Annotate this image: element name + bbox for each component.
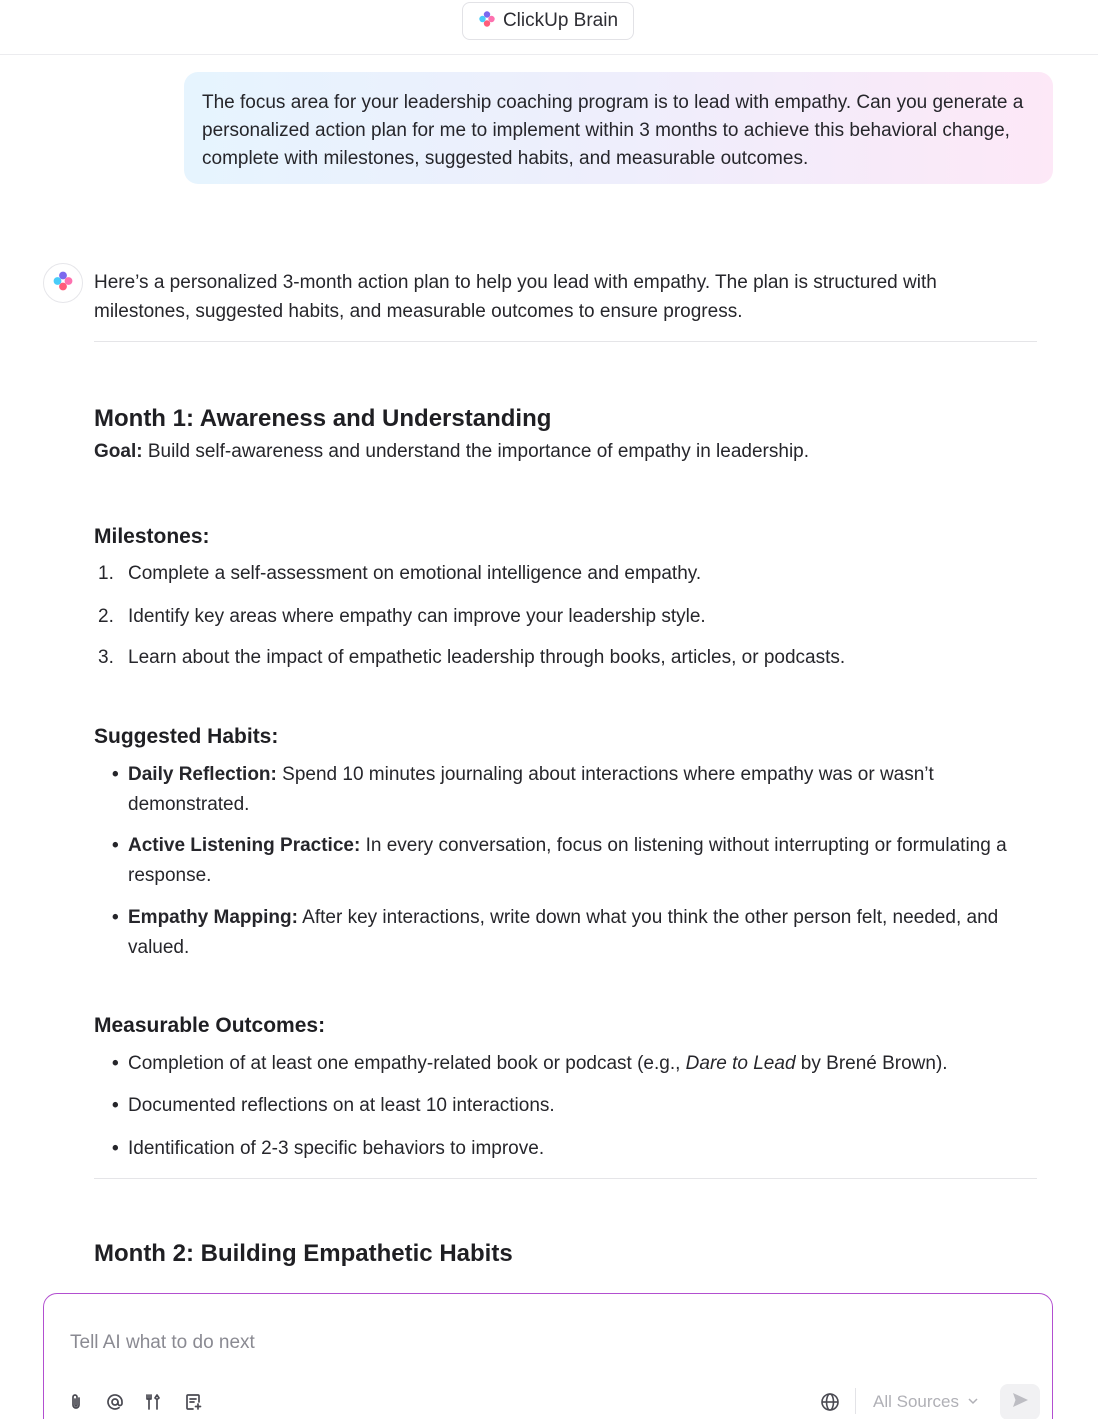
habit-item	[94, 760, 1038, 820]
chevron-down-icon	[967, 1392, 979, 1412]
outcomes-heading: Measurable Outcomes:	[94, 1014, 326, 1037]
outcome-item	[94, 1134, 1038, 1164]
bullet: •	[112, 1138, 119, 1159]
bullet: •	[112, 764, 119, 785]
toolbar-separator	[855, 1388, 856, 1414]
outcome-item	[94, 1091, 1038, 1121]
bullet: •	[112, 907, 119, 928]
milestone-text: Identify key areas where empathy can improve your leadership style.	[128, 606, 706, 627]
divider	[94, 1178, 1037, 1179]
milestones-heading: Milestones:	[94, 525, 210, 548]
top-bar	[0, 0, 1098, 55]
habit-text: In every conversation, focus on listening without interrupting or formulating a response.	[128, 835, 1007, 886]
sources-label: All Sources	[873, 1392, 959, 1411]
clickup-brain-logo-icon	[478, 10, 496, 33]
habit-label: Daily Reflection:	[128, 764, 277, 785]
user-message: The focus area for your leadership coaching program is to lead with empathy. Can you generate a personalized action plan for me to implement within 3 months to achieve this behavioral change, complete with milestones, suggested habits, and measurable outcomes.	[184, 72, 1053, 184]
habit-item	[94, 831, 1038, 891]
book-title: Dare to Lead	[685, 1053, 796, 1074]
milestone-number: 3.	[98, 647, 114, 668]
chat-composer[interactable]	[43, 1293, 1053, 1419]
milestone-number: 2.	[98, 606, 114, 627]
paperclip-icon[interactable]	[64, 1390, 88, 1414]
habit-item	[94, 903, 1038, 963]
composer-input[interactable]: Tell AI what to do next	[70, 1332, 255, 1353]
habits-heading: Suggested Habits:	[94, 725, 279, 748]
divider	[94, 341, 1037, 342]
habit-text: Spend 10 minutes journaling about interactions where empathy was or wasn’t demonstrated.	[128, 764, 934, 815]
sources-dropdown[interactable]	[873, 1392, 979, 1412]
milestone-text: Complete a self-assessment on emotional intelligence and empathy.	[128, 563, 702, 584]
tools-icon[interactable]	[141, 1390, 165, 1414]
outcome-text: Completion of at least one empathy-related book or podcast (e.g.,	[128, 1053, 686, 1074]
habit-label: Empathy Mapping:	[128, 907, 298, 928]
goal-label: Goal:	[94, 441, 143, 462]
at-sign-icon[interactable]	[103, 1390, 127, 1414]
month1-heading: Month 1: Awareness and Understanding	[94, 405, 552, 432]
brand-pill[interactable]	[462, 2, 634, 40]
month2-heading: Month 2: Building Empathetic Habits	[94, 1240, 513, 1267]
month1-goal	[94, 441, 809, 463]
document-sparkle-icon[interactable]	[181, 1390, 205, 1414]
send-button[interactable]	[1000, 1384, 1040, 1419]
habit-label: Active Listening Practice:	[128, 835, 361, 856]
outcome-text: Documented reflections on at least 10 interactions.	[128, 1095, 555, 1116]
milestone-number: 1.	[98, 563, 114, 584]
outcome-text: Identification of 2-3 specific behaviors to improve.	[128, 1138, 545, 1159]
send-icon	[1010, 1390, 1030, 1415]
response-intro: Here’s a personalized 3-month action plan to help you lead with empathy. The plan is structured with milestones, suggested habits, and measurable outcomes to ensure progress.	[94, 272, 937, 322]
brand-title: ClickUp Brain	[502, 10, 619, 31]
ai-avatar	[43, 263, 83, 303]
bullet: •	[112, 835, 119, 856]
outcome-item	[94, 1049, 1038, 1079]
bullet: •	[112, 1095, 119, 1116]
goal-text: Build self-awareness and understand the importance of empathy in leadership.	[142, 441, 810, 462]
habit-text: After key interactions, write down what you think the other person felt, needed, and valued.	[128, 907, 999, 958]
bullet: •	[112, 1053, 119, 1074]
ai-brain-icon	[52, 270, 74, 297]
globe-icon[interactable]	[818, 1390, 842, 1414]
milestone-text: Learn about the impact of empathetic leadership through books, articles, or podcasts.	[128, 647, 846, 668]
outcome-text: by Brené Brown).	[795, 1053, 948, 1074]
